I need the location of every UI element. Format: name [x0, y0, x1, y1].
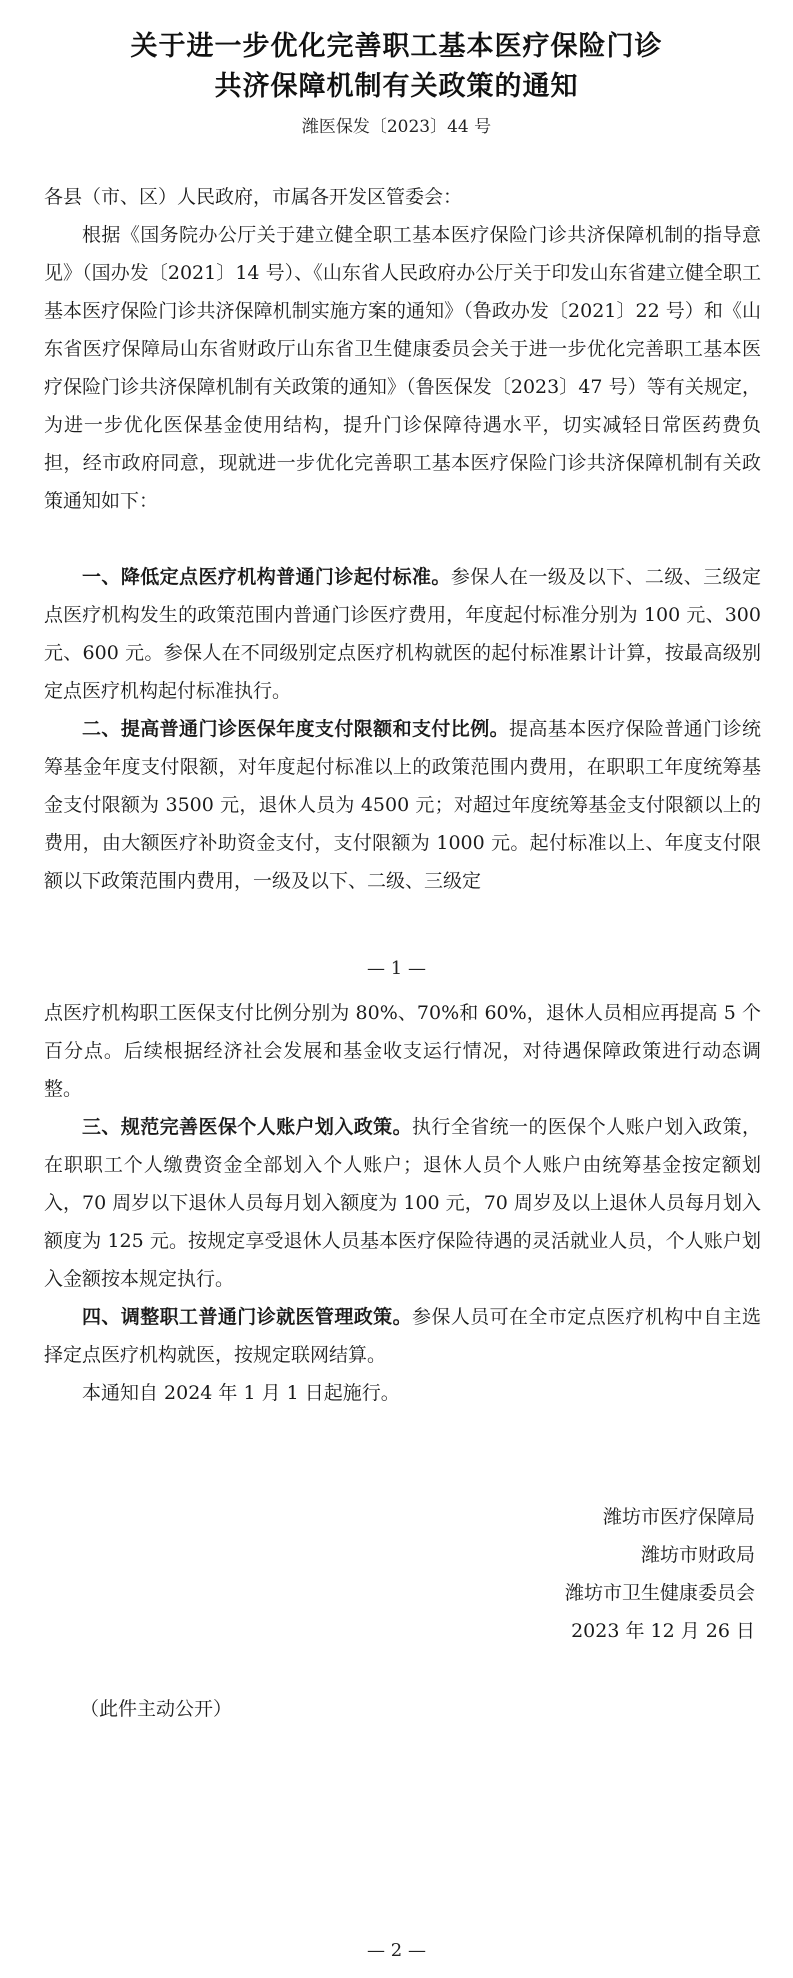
document-title-line-1: 关于进一步优化完善职工基本医疗保险门诊 — [130, 31, 663, 62]
public-disclosure-note: （此件主动公开） — [80, 1698, 233, 1720]
item-3-heading: 三、规范完善医保个人账户划入政策。 — [82, 1116, 412, 1138]
item-1-paragraph — [44, 558, 761, 710]
signature-medical-security-bureau: 潍坊市医疗保障局 — [602, 1506, 755, 1528]
signature-date: 2023 年 12 月 26 日 — [571, 1620, 755, 1642]
intro-paragraph: 根据《国务院办公厅关于建立健全职工基本医疗保险门诊共济保障机制的指导意见》（国办发〔2021〕14 号）、《山东省人民政府办公厅关于印发山东省建立健全职工基本医疗保险门诊共济保障机制实施方案的通知》（鲁政办发〔2021〕22 号）和《山东省医疗保障局山东省财政厅山东省卫生健康委员会关于进一步优化完善职工基本医疗保险门诊共济保障机制有关政策的通知》（鲁医保发〔2023〕47 号）等有关规定，为进一步优化医保基金使用结构，提升门诊保障待遇水平，切实减轻日常医药费负担，经市政府同意，现就进一步优化完善职工基本医疗保险门诊共济保障机制有关政策通知如下： — [44, 224, 761, 512]
effective-date-line: 本通知自 2024 年 1 月 1 日起施行。 — [82, 1382, 400, 1404]
continuation-paragraph: 点医疗机构职工医保支付比例分别为 80%、70%和 60%，退休人员相应再提高 5 个百分点。后续根据经济社会发展和基金收支运行情况，对待遇保障政策进行动态调整。 — [44, 1002, 761, 1100]
item-2-body: 提高基本医疗保险普通门诊统筹基金年度支付限额，对年度起付标准以上的政策范围内费用，在职职工年度统筹基金支付限额为 3500 元，退休人员为 4500 元；对超过年度统筹基金支付限额以上的费用，由大额医疗补助资金支付，支付限额为 1000 元。起付标准以上、年度支付限额以下政策范围内费用，一级及以下、二级、三级定 — [44, 718, 761, 892]
item-3-body: 执行全省统一的医保个人账户划入政策，在职职工个人缴费资金全部划入个人账户；退休人员个人账户由统筹基金按定额划入，70 周岁以下退休人员每月划入额度为 100 元，70 周岁及以上退休人员每月划入额度为 125 元。按规定享受退休人员基本医疗保险待遇的灵活就业人员，个人账户划入金额按本规定执行。 — [44, 1116, 761, 1290]
item-4-heading: 四、调整职工普通门诊就医管理政策。 — [82, 1306, 412, 1328]
item-1-heading: 一、降低定点医疗机构普通门诊起付标准。 — [82, 566, 451, 588]
page-number-2: — 2 — — [367, 1940, 426, 1961]
salutation: 各县（市、区）人民政府，市属各开发区管委会： — [44, 186, 463, 208]
document-page-2 — [0, 990, 793, 1978]
signature-finance-bureau: 潍坊市财政局 — [640, 1544, 755, 1566]
page-number-1: — 1 — — [367, 958, 426, 979]
document-number: 潍医保发〔2023〕44 号 — [301, 117, 492, 137]
item-1-body: 参保人在一级及以下、二级、三级定点医疗机构发生的政策范围内普通门诊医疗费用，年度起付标准分别为 100 元、300 元、600 元。参保人在不同级别定点医疗机构就医的起付标准累计计算，按最高级别定点医疗机构起付标准执行。 — [44, 566, 761, 702]
item-4-paragraph — [44, 1298, 761, 1374]
signature-health-commission: 潍坊市卫生健康委员会 — [564, 1582, 755, 1604]
item-4-body: 参保人员可在全市定点医疗机构中自主选择定点医疗机构就医，按规定联网结算。 — [44, 1306, 761, 1366]
document-title-line-2: 共济保障机制有关政策的通知 — [214, 71, 579, 102]
item-2-heading: 二、提高普通门诊医保年度支付限额和支付比例。 — [82, 718, 510, 740]
item-3-paragraph — [44, 1108, 761, 1298]
item-2-paragraph — [44, 710, 761, 900]
